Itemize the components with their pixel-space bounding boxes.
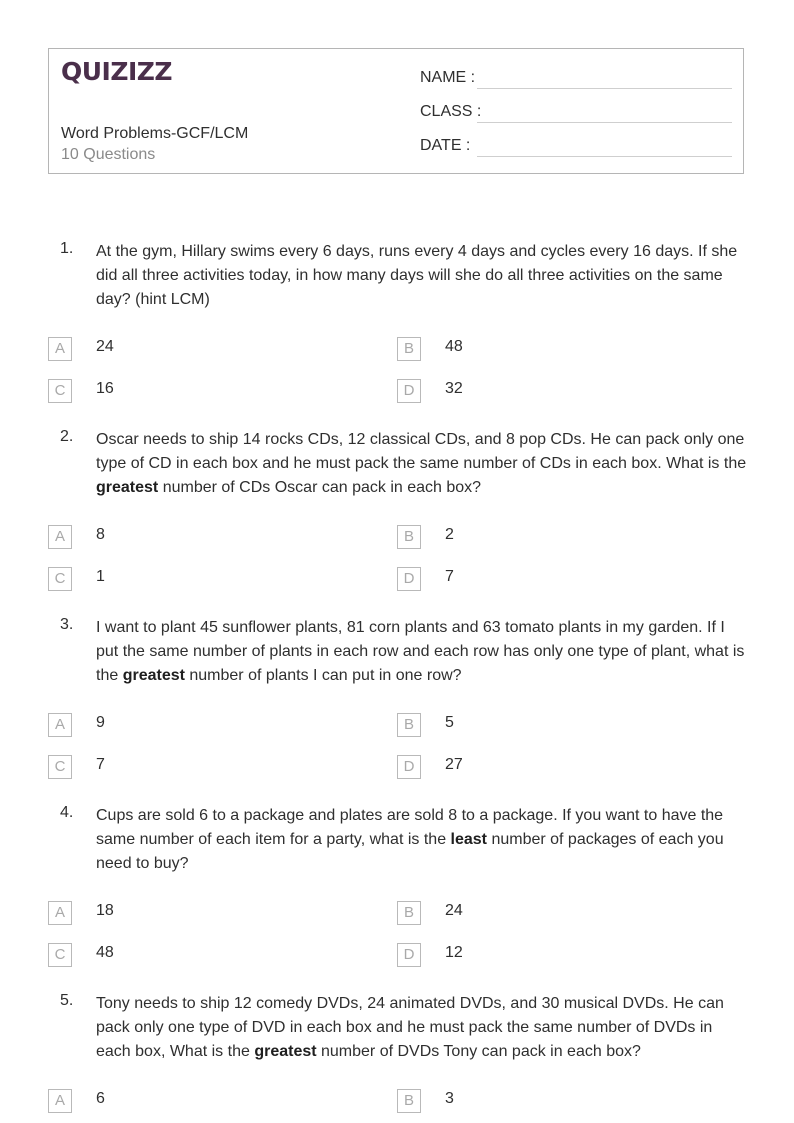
question-number: 4. [60,804,74,821]
option-value: 27 [445,756,463,773]
option-letter-box[interactable]: D [397,755,421,779]
option-letter-box[interactable]: A [48,713,72,737]
question-number: 3. [60,616,74,633]
option-value: 48 [96,944,114,961]
option-value: 12 [445,944,463,961]
option-value: 24 [96,338,114,355]
question-text: Tony needs to ship 12 comedy DVDs, 24 animated DVDs, and 30 musical DVDs. He can pack only one type of DVD in each box and he must pack the same number of DVDs in each box, What is the greatest number of DVDs Tony can pack in each box? [96,995,724,1060]
name-label: NAME : [420,69,476,86]
option-value: 18 [96,902,114,919]
option-value: 7 [96,756,105,773]
option-letter-box[interactable]: A [48,901,72,925]
emphasis-word: greatest [122,667,185,684]
class-line[interactable] [477,122,732,123]
question-text: Oscar needs to ship 14 rocks CDs, 12 classical CDs, and 8 pop CDs. He can pack only one type of CD in each box and he must pack the same number of CDs in each box. What is the greatest number of CDs Oscar can pack in each box? [96,431,747,496]
option-letter-box[interactable]: C [48,379,72,403]
option-letter-box[interactable]: A [48,337,72,361]
option-value: 5 [445,714,454,731]
option-value: 24 [445,902,463,919]
date-line[interactable] [477,156,732,157]
option-letter-box[interactable]: C [48,567,72,591]
option-letter-box[interactable]: D [397,567,421,591]
option-value: 8 [96,526,105,543]
question-text: I want to plant 45 sunflower plants, 81 corn plants and 63 tomato plants in my garden. If I put the same number of plants in each row and each row has only one type of plant, what is the greatest number of plants I can put in one row? [96,619,745,684]
question-count: 10 Questions [61,146,156,163]
option-letter-box[interactable]: C [48,943,72,967]
option-value: 32 [445,380,463,397]
emphasis-word: least [450,831,487,848]
option-letter-box[interactable]: C [48,755,72,779]
worksheet-title: Word Problems-GCF/LCM [61,125,249,142]
option-letter-box[interactable]: B [397,713,421,737]
question-number: 2. [60,428,74,445]
option-value: 3 [445,1090,454,1107]
option-value: 7 [445,568,454,585]
option-letter-box[interactable]: A [48,525,72,549]
emphasis-word: greatest [96,479,159,496]
option-value: 16 [96,380,114,397]
option-value: 2 [445,526,454,543]
option-value: 9 [96,714,105,731]
option-value: 48 [445,338,463,355]
question-number: 1. [60,240,74,257]
option-letter-box[interactable]: B [397,901,421,925]
name-line[interactable] [477,88,732,89]
date-label: DATE : [420,137,471,154]
option-letter-box[interactable]: B [397,337,421,361]
worksheet-header [48,48,744,174]
question-text: At the gym, Hillary swims every 6 days, runs every 4 days and cycles every 16 days. If she did all three activities today, in how many days will she do all three activities on the same day? (hint LCM) [96,243,738,308]
option-value: 6 [96,1090,105,1107]
option-letter-box[interactable]: D [397,379,421,403]
option-letter-box[interactable]: B [397,1089,421,1113]
class-label: CLASS : [420,103,482,120]
option-letter-box[interactable]: A [48,1089,72,1113]
question-text: Cups are sold 6 to a package and plates are sold 8 to a package. If you want to have the same number of each item for a party, what is the least number of packages of each you need to buy? [96,807,724,872]
emphasis-word: greatest [254,1043,317,1060]
option-value: 1 [96,568,105,585]
question-number: 5. [60,992,74,1009]
quizizz-logo: QUIZIZZ [61,57,173,86]
option-letter-box[interactable]: B [397,525,421,549]
option-letter-box[interactable]: D [397,943,421,967]
